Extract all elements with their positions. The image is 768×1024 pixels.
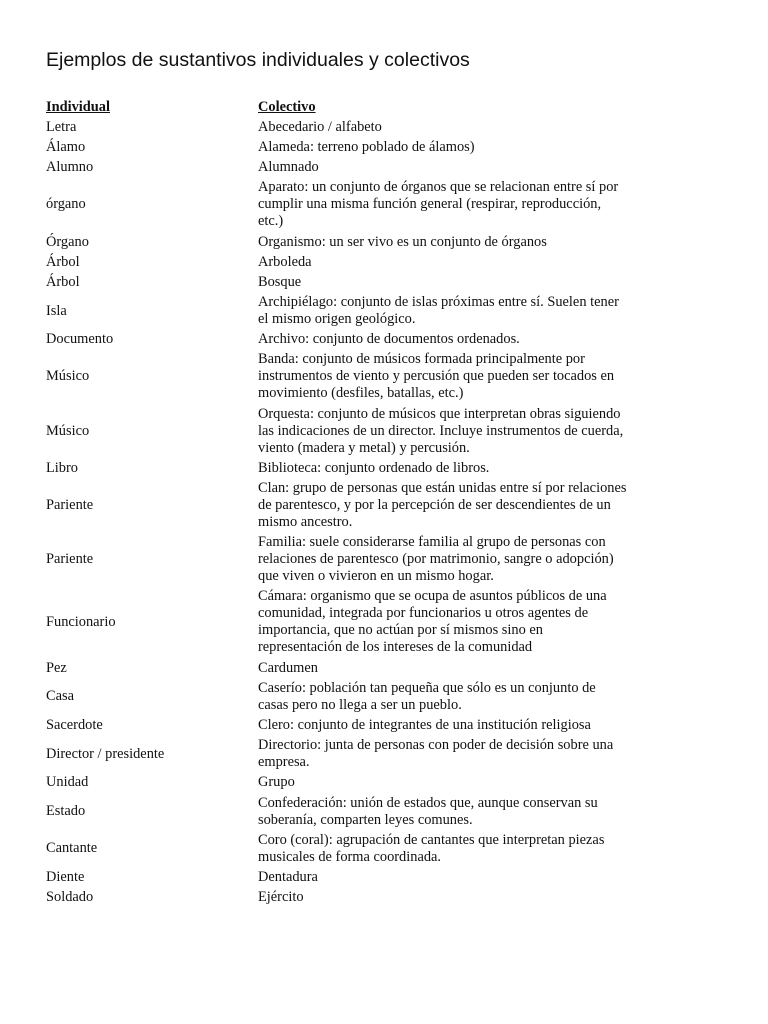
individual-cell: Pez (46, 659, 67, 676)
individual-cell: Diente (46, 868, 85, 885)
table-row (46, 117, 646, 137)
individual-cell: Cantante (46, 840, 98, 857)
individual-cell: Árbol (46, 253, 80, 270)
colectivo-cell: Banda: conjunto de músicos formada principalmente por instrumentos de viento y percusión que pueden ser tocados en movimiento (desfiles, batallas, etc.) (258, 351, 615, 402)
individual-cell: Pariente (46, 497, 94, 514)
individual-cell: Pariente (46, 551, 94, 568)
table-row (46, 773, 646, 793)
colectivo-cell: Familia: suele considerarse familia al grupo de personas con relaciones de parentesco (por matrimonio, sangre o adopción) que viven o vivieron en un mismo hogar. (258, 534, 614, 585)
table-row (46, 867, 646, 887)
individual-cell: Unidad (46, 774, 89, 791)
individual-cell: Órgano (46, 233, 89, 250)
colectivo-cell: Cámara: organismo que se ocupa de asuntos públicos de una comunidad, integrada por funcionarios u otros agentes de importancia, que no actúan por sí mismos sino en representación de los intereses de la comunidad (258, 588, 607, 656)
table-row (46, 137, 646, 157)
individual-cell: Isla (46, 302, 67, 319)
colectivo-cell: Bosque (258, 273, 302, 290)
table-row (46, 658, 646, 678)
nouns-table (46, 97, 646, 908)
table-row (46, 793, 646, 830)
colectivo-cell: Biblioteca: conjunto ordenado de libros. (258, 459, 490, 476)
table-row (46, 350, 646, 404)
colectivo-cell: Grupo (258, 774, 295, 791)
table-row (46, 232, 646, 252)
individual-cell: Letra (46, 118, 77, 135)
table-row (46, 830, 646, 867)
table-row (46, 678, 646, 715)
colectivo-cell: Coro (coral): agrupación de cantantes que interpretan piezas musicales de forma coordinada. (258, 831, 605, 865)
colectivo-cell: Clero: conjunto de integrantes de una institución religiosa (258, 716, 591, 733)
individual-cell: Músico (46, 368, 90, 385)
colectivo-cell: Orquesta: conjunto de músicos que interpretan obras siguiendo las indicaciones de un director. Incluye instrumentos de cuerda, viento (madera y metal) y percusión. (258, 405, 624, 456)
individual-cell: Estado (46, 803, 86, 820)
individual-cell: Libro (46, 459, 78, 476)
individual-cell: Funcionario (46, 613, 116, 630)
colectivo-cell: Clan: grupo de personas que están unidas entre sí por relaciones de parentesco, y por la percepción de ser descendientes de un mismo ancestro. (258, 480, 627, 531)
header-colectivo: Colectivo (258, 98, 316, 115)
colectivo-cell: Archivo: conjunto de documentos ordenados. (258, 331, 520, 348)
individual-cell: órgano (46, 196, 86, 213)
table-row (46, 272, 646, 292)
table-row (46, 533, 646, 587)
table-row (46, 404, 646, 458)
colectivo-cell: Archipiélago: conjunto de islas próximas entre sí. Suelen tener el mismo origen geológico. (258, 294, 619, 328)
colectivo-cell: Cardumen (258, 659, 318, 676)
table-row (46, 736, 646, 773)
individual-cell: Músico (46, 422, 90, 439)
header-cell-individual (46, 99, 258, 116)
colectivo-cell: Organismo: un ser vivo es un conjunto de órganos (258, 233, 547, 250)
table-row (46, 252, 646, 272)
colectivo-cell: Caserío: población tan pequeña que sólo es un conjunto de casas pero no llega a ser un pueblo. (258, 679, 596, 713)
table-row (46, 888, 646, 908)
colectivo-cell: Directorio: junta de personas con poder de decisión sobre una empresa. (258, 737, 614, 771)
colectivo-cell: Alameda: terreno poblado de álamos) (258, 138, 475, 155)
individual-cell: Álamo (46, 138, 86, 155)
table-row (46, 715, 646, 735)
table-row (46, 458, 646, 478)
individual-cell: Documento (46, 331, 114, 348)
colectivo-cell: Ejército (258, 889, 304, 906)
colectivo-cell: Abecedario / alfabeto (258, 118, 382, 135)
colectivo-cell: Dentadura (258, 868, 318, 885)
individual-cell: Soldado (46, 889, 94, 906)
table-row (46, 478, 646, 532)
table-row (46, 293, 646, 330)
header-individual: Individual (46, 98, 110, 115)
table-row (46, 158, 646, 178)
header-cell-colectivo (258, 99, 628, 116)
individual-cell: Alumno (46, 159, 94, 176)
colectivo-cell: Alumnado (258, 159, 319, 176)
individual-cell: Sacerdote (46, 716, 103, 733)
table-row (46, 587, 646, 658)
table-row (46, 178, 646, 232)
colectivo-cell: Aparato: un conjunto de órganos que se relacionan entre sí por cumplir una misma función general (respirar, reproducción, etc.) (258, 179, 619, 230)
page-title: Ejemplos de sustantivos individuales y colectivos (46, 49, 470, 71)
table-row (46, 330, 646, 350)
individual-cell: Árbol (46, 273, 80, 290)
individual-cell: Casa (46, 688, 74, 705)
colectivo-cell: Confederación: unión de estados que, aunque conservan su soberanía, comparten leyes comunes. (258, 794, 598, 828)
table-header-row (46, 97, 646, 117)
individual-cell: Director / presidente (46, 745, 165, 762)
colectivo-cell: Arboleda (258, 253, 312, 270)
table-body (46, 117, 646, 908)
